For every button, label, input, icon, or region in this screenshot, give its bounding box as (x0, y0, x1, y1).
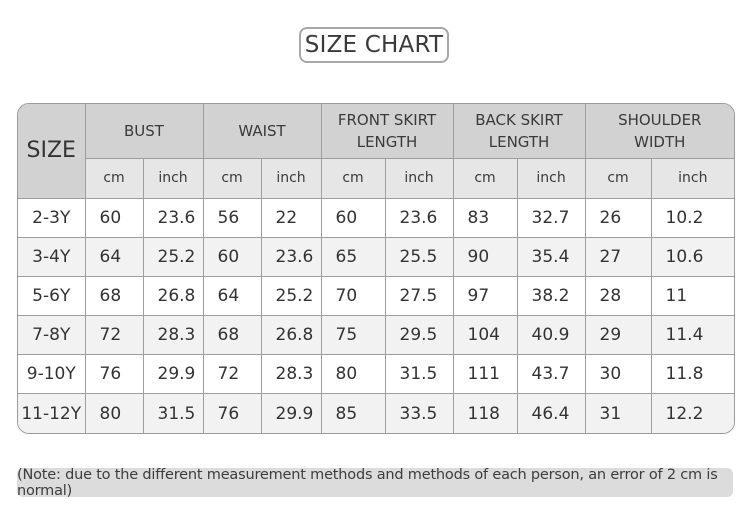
size-label-cell: 11-12Y (18, 394, 85, 433)
measurement-cell: 23.6 (385, 198, 453, 237)
measurement-cell: 60 (85, 198, 143, 237)
measurement-cell: 32.7 (517, 198, 585, 237)
measurement-cell: 25.5 (385, 237, 453, 276)
group-header-line1: SHOULDER (618, 110, 702, 129)
unit-header: inch (385, 158, 453, 198)
measurement-cell: 64 (203, 276, 261, 315)
table-row (18, 315, 734, 354)
measurement-cell: 10.6 (651, 237, 734, 276)
measurement-cell: 111 (453, 355, 517, 394)
measurement-cell: 31.5 (143, 394, 203, 433)
measurement-cell: 97 (453, 276, 517, 315)
group-header-line2: WIDTH (634, 132, 686, 151)
measurement-cell: 22 (261, 198, 321, 237)
size-chart-body (18, 198, 734, 433)
measurement-cell: 23.6 (261, 237, 321, 276)
measurement-note: (Note: due to the different measurement methods and methods of each person, an error of 2 cm is normal) (17, 468, 733, 497)
measurement-cell: 70 (321, 276, 385, 315)
table-row (18, 198, 734, 237)
size-chart-table (18, 104, 734, 433)
measurement-cell: 26 (585, 198, 651, 237)
unit-header: cm (321, 158, 385, 198)
measurement-cell: 40.9 (517, 315, 585, 354)
measurement-cell: 38.2 (517, 276, 585, 315)
group-header-line1: FRONT SKIRT (337, 110, 437, 129)
unit-header: inch (651, 158, 734, 198)
measurement-cell: 29.9 (143, 355, 203, 394)
measurement-cell: 11.4 (651, 315, 734, 354)
group-header-bust (85, 104, 203, 158)
measurement-cell: 83 (453, 198, 517, 237)
measurement-cell: 25.2 (261, 276, 321, 315)
group-header-line1: WAIST (238, 121, 286, 140)
measurement-cell: 90 (453, 237, 517, 276)
size-label-cell: 3-4Y (18, 237, 85, 276)
unit-header: cm (453, 158, 517, 198)
measurement-cell: 80 (321, 355, 385, 394)
table-row (18, 355, 734, 394)
measurement-cell: 65 (321, 237, 385, 276)
unit-header: inch (517, 158, 585, 198)
measurement-cell: 56 (203, 198, 261, 237)
size-column-header: SIZE (18, 104, 85, 198)
group-header-line1: BUST (124, 121, 164, 140)
table-row (18, 276, 734, 315)
unit-header: cm (203, 158, 261, 198)
measurement-cell: 11.8 (651, 355, 734, 394)
measurement-cell: 30 (585, 355, 651, 394)
group-header-back-skirt-length (453, 104, 585, 158)
measurement-cell: 28.3 (143, 315, 203, 354)
measurement-cell: 28.3 (261, 355, 321, 394)
unit-header: inch (143, 158, 203, 198)
measurement-cell: 26.8 (143, 276, 203, 315)
group-header-waist (203, 104, 321, 158)
group-header-line2: LENGTH (356, 132, 418, 151)
measurement-cell: 12.2 (651, 394, 734, 433)
measurement-cell: 25.2 (143, 237, 203, 276)
measurement-cell: 80 (85, 394, 143, 433)
measurement-cell: 35.4 (517, 237, 585, 276)
measurement-cell: 11 (651, 276, 734, 315)
size-chart-table-container (17, 103, 735, 434)
size-label-cell: 5-6Y (18, 276, 85, 315)
measurement-cell: 27 (585, 237, 651, 276)
measurement-cell: 46.4 (517, 394, 585, 433)
group-header-line2: LENGTH (488, 132, 550, 151)
measurement-cell: 27.5 (385, 276, 453, 315)
measurement-cell: 29 (585, 315, 651, 354)
measurement-cell: 31 (585, 394, 651, 433)
measurement-cell: 68 (85, 276, 143, 315)
group-header-line1: BACK SKIRT (475, 110, 563, 129)
unit-header: cm (585, 158, 651, 198)
measurement-cell: 33.5 (385, 394, 453, 433)
size-chart-title: SIZE CHART (299, 27, 449, 63)
measurement-cell: 31.5 (385, 355, 453, 394)
measurement-cell: 26.8 (261, 315, 321, 354)
table-row (18, 237, 734, 276)
measurement-cell: 76 (85, 355, 143, 394)
measurement-cell: 118 (453, 394, 517, 433)
measurement-cell: 72 (85, 315, 143, 354)
size-label-cell: 7-8Y (18, 315, 85, 354)
measurement-cell: 43.7 (517, 355, 585, 394)
units-row (18, 158, 734, 198)
size-label-cell: 9-10Y (18, 355, 85, 394)
unit-header: cm (85, 158, 143, 198)
measurement-cell: 76 (203, 394, 261, 433)
group-header-front-skirt-length (321, 104, 453, 158)
measurement-cell: 28 (585, 276, 651, 315)
measurement-cell: 68 (203, 315, 261, 354)
measurement-cell: 64 (85, 237, 143, 276)
table-row (18, 394, 734, 433)
group-header-shoulder-width (585, 104, 734, 158)
measurement-cell: 29.5 (385, 315, 453, 354)
measurement-cell: 75 (321, 315, 385, 354)
measurement-cell: 29.9 (261, 394, 321, 433)
measurement-cell: 60 (321, 198, 385, 237)
measurement-cell: 23.6 (143, 198, 203, 237)
measurement-cell: 60 (203, 237, 261, 276)
measurement-cell: 10.2 (651, 198, 734, 237)
unit-header: inch (261, 158, 321, 198)
size-label-cell: 2-3Y (18, 198, 85, 237)
measurement-cell: 72 (203, 355, 261, 394)
measurement-cell: 85 (321, 394, 385, 433)
measurement-cell: 104 (453, 315, 517, 354)
